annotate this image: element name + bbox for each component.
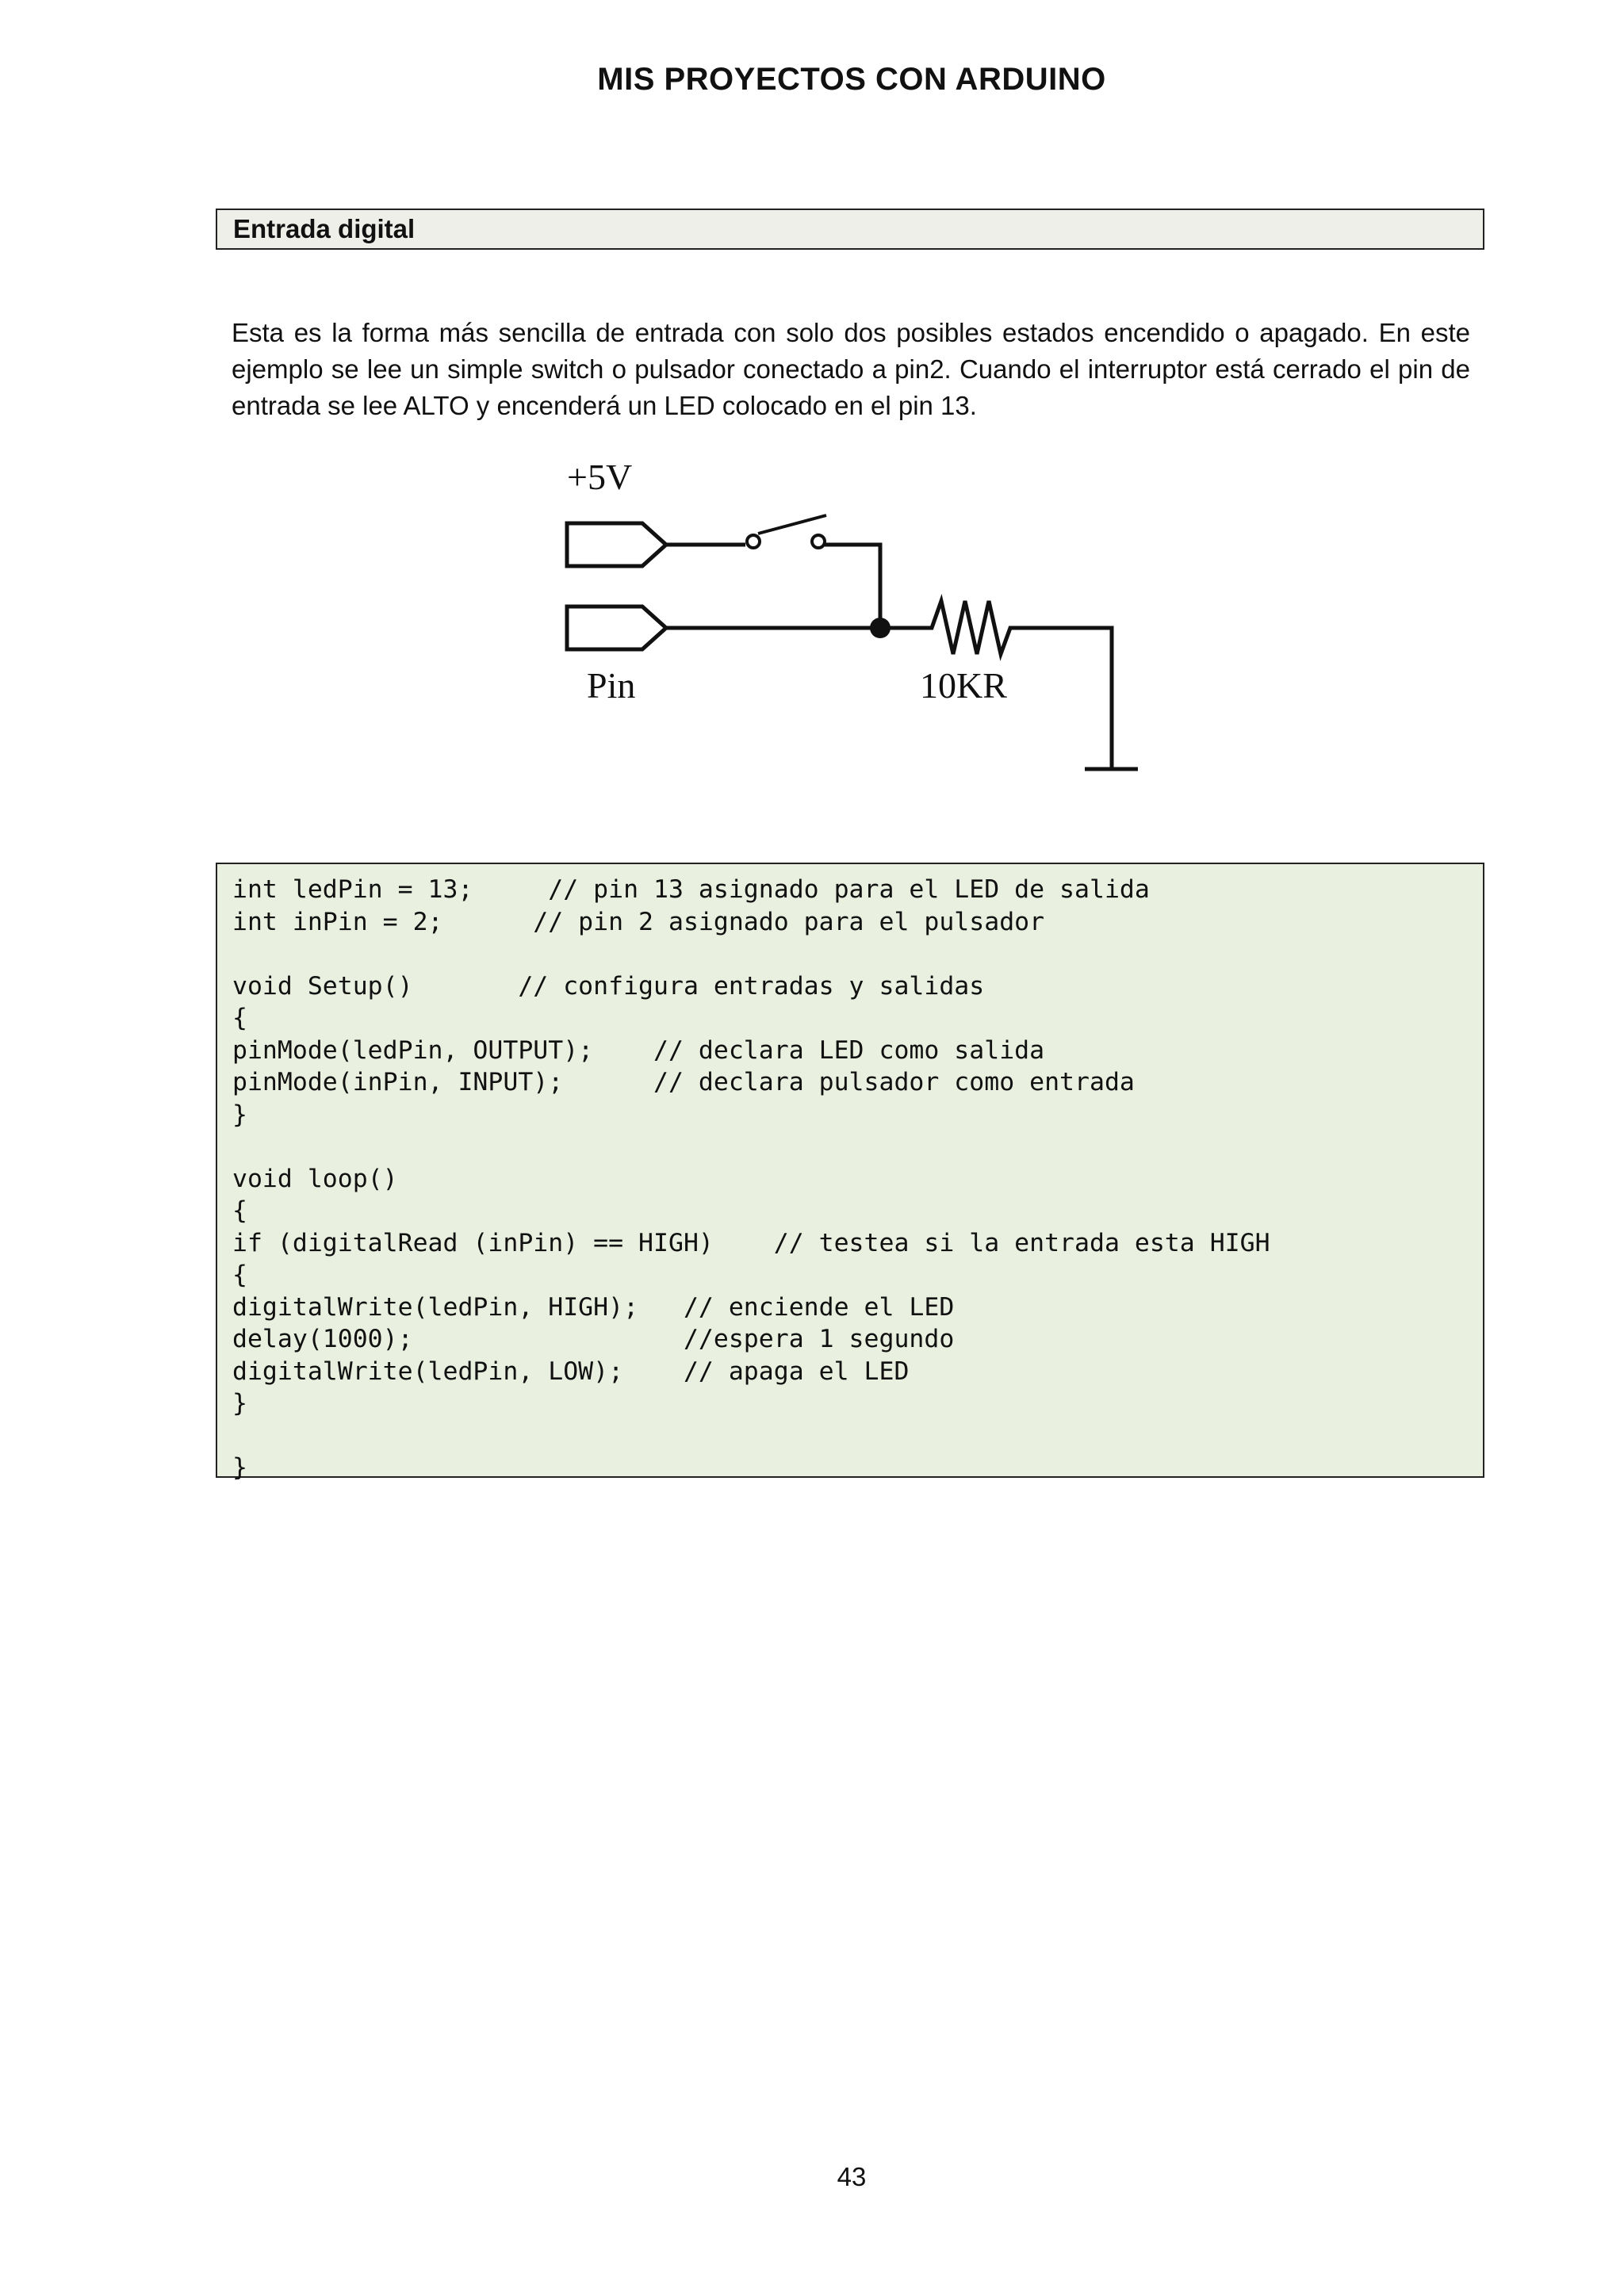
page-number: 43	[837, 2162, 867, 2191]
switch-contact-right	[812, 535, 825, 548]
label-pin: Pin	[587, 665, 636, 706]
switch-contact-left	[747, 535, 760, 548]
section-title: Entrada digital	[233, 214, 416, 243]
page-title: MIS PROYECTOS CON ARDUINO	[597, 62, 1106, 97]
code-line: {	[232, 1196, 247, 1225]
code-block	[216, 863, 1484, 1482]
switch-lever	[758, 515, 826, 534]
wire-switch-to-junction	[825, 545, 880, 628]
code-line: digitalWrite(ledPin, HIGH); // enciende el LED	[232, 1292, 955, 1322]
circuit-diagram	[547, 448, 1150, 789]
junction-dot	[870, 618, 891, 638]
label-resistor: 10KR	[920, 665, 1007, 706]
code-line: int ledPin = 13; // pin 13 asignado para el LED de salida	[232, 875, 1150, 904]
code-line: int inPin = 2; // pin 2 asignado para el pulsador	[232, 907, 1045, 936]
body-paragraph: Esta es la forma más sencilla de entrada con solo dos posibles estados encendido o apagado. En este ejemplo se lee un simple switch o pulsador conectado a pin2. Cuando el interruptor está cerrado el pin de entrada se lee ALTO y encenderá un LED colocado en el pin 13.	[232, 318, 1470, 420]
connector-5v	[567, 523, 666, 566]
code-line: delay(1000); //espera 1 segundo	[232, 1325, 955, 1353]
code-line	[232, 938, 1483, 970]
label-5v: +5V	[567, 457, 633, 497]
connector-pin	[567, 607, 666, 649]
code-line: }	[232, 1100, 247, 1129]
code-line: pinMode(ledPin, OUTPUT); // declara LED como salida	[232, 1035, 1045, 1065]
code-line: if (digitalRead (inPin) == HIGH) // testea si la entrada esta HIGH	[232, 1228, 1270, 1257]
section-header	[216, 209, 1484, 250]
code-line	[232, 1420, 1483, 1452]
code-line: pinMode(inPin, INPUT); // declara pulsador como entrada	[232, 1068, 1135, 1096]
code-line: void loop()	[232, 1164, 398, 1193]
code-line: }	[232, 1389, 247, 1418]
code-line: void Setup() // configura entradas y salidas	[232, 971, 985, 1001]
code-line: }	[232, 1453, 247, 1482]
code-line: {	[232, 1261, 247, 1289]
code-line	[232, 1131, 1483, 1163]
code-line: digitalWrite(ledPin, LOW); // apaga el LED	[232, 1357, 910, 1386]
code-line: {	[232, 1004, 247, 1032]
